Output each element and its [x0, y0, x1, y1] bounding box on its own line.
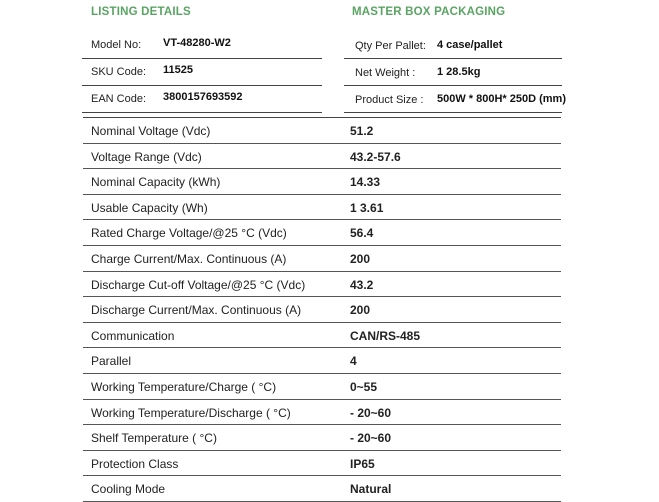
- spec-row: [83, 451, 561, 477]
- spec-key: Communication: [91, 328, 175, 343]
- spec-value: 1 3.61: [350, 200, 384, 215]
- spec-row: [83, 400, 561, 426]
- packaging-row-qty: [344, 32, 562, 59]
- packaging-value: 1 28.5kg: [437, 66, 481, 78]
- listing-row-ean: [82, 86, 322, 113]
- spec-value: IP65: [350, 456, 375, 471]
- listing-value: 11525: [163, 64, 193, 76]
- spec-value: 0~55: [350, 379, 378, 394]
- listing-label: EAN Code:: [91, 93, 147, 105]
- spec-row: [83, 297, 561, 323]
- packaging-row-size: [344, 86, 567, 113]
- spec-key: Working Temperature/Charge ( °C): [91, 379, 277, 394]
- spec-row: [83, 272, 561, 298]
- spec-key: Discharge Cut-off Voltage/@25 °C (Vdc): [91, 277, 306, 292]
- spec-key: Working Temperature/Discharge ( °C): [91, 405, 291, 420]
- listing-value: VT-48280-W2: [163, 37, 231, 49]
- master-box-packaging-heading: MASTER BOX PACKAGING: [352, 6, 506, 18]
- spec-value: 51.2: [350, 124, 374, 138]
- spec-value: 200: [350, 251, 371, 266]
- spec-row: [83, 195, 561, 221]
- spec-key: Nominal Voltage (Vdc): [91, 124, 211, 138]
- spec-row: [83, 169, 561, 195]
- spec-value: 43.2: [350, 277, 374, 292]
- packaging-label: Qty Per Pallet:: [355, 40, 426, 52]
- spec-key: Voltage Range (Vdc): [91, 149, 202, 164]
- spec-key: Parallel: [91, 354, 132, 369]
- spec-key: Usable Capacity (Wh): [91, 200, 208, 215]
- spec-key: Cooling Mode: [91, 482, 166, 497]
- spec-key: Shelf Temperature ( °C): [91, 431, 217, 446]
- packaging-label: Net Weight :: [355, 67, 416, 79]
- listing-value: 3800157693592: [163, 91, 243, 103]
- spec-key: Discharge Current/Max. Continuous (A): [91, 303, 302, 318]
- spec-value: 43.2-57.6: [350, 149, 401, 164]
- spec-value: CAN/RS-485: [350, 328, 421, 343]
- specifications-table: [83, 117, 561, 502]
- spec-row: [83, 220, 561, 246]
- listing-row-model: [82, 32, 322, 59]
- listing-details-table: [82, 32, 322, 113]
- packaging-row-weight: [344, 59, 562, 86]
- spec-row: [83, 476, 561, 502]
- packaging-table: [344, 32, 567, 113]
- spec-row: [83, 246, 561, 272]
- packaging-value: 500W * 800H* 250D (mm): [437, 93, 567, 105]
- spec-row: [83, 118, 561, 144]
- spec-row: [83, 374, 561, 400]
- listing-label: SKU Code:: [91, 66, 147, 78]
- spec-key: Nominal Capacity (kWh): [91, 175, 221, 190]
- spec-value: 14.33: [350, 175, 381, 190]
- listing-row-sku: [82, 59, 322, 86]
- packaging-label: Product Size :: [355, 94, 424, 106]
- listing-label: Model No:: [91, 39, 142, 51]
- spec-key: Charge Current/Max. Continuous (A): [91, 251, 287, 266]
- packaging-value: 4 case/pallet: [437, 39, 503, 51]
- spec-value: - 20~60: [350, 405, 392, 420]
- spec-key: Rated Charge Voltage/@25 °C (Vdc): [91, 226, 287, 241]
- spec-row: [83, 425, 561, 451]
- spec-row: [83, 144, 561, 170]
- listing-details-heading: LISTING DETAILS: [91, 6, 191, 18]
- spec-value: Natural: [350, 482, 392, 497]
- spec-key: Protection Class: [91, 456, 179, 471]
- spec-value: 56.4: [350, 226, 374, 241]
- spec-value: 4: [350, 354, 357, 369]
- spec-value: 200: [350, 303, 371, 318]
- spec-row: [83, 323, 561, 349]
- spec-row: [83, 348, 561, 374]
- spec-value: - 20~60: [350, 431, 392, 446]
